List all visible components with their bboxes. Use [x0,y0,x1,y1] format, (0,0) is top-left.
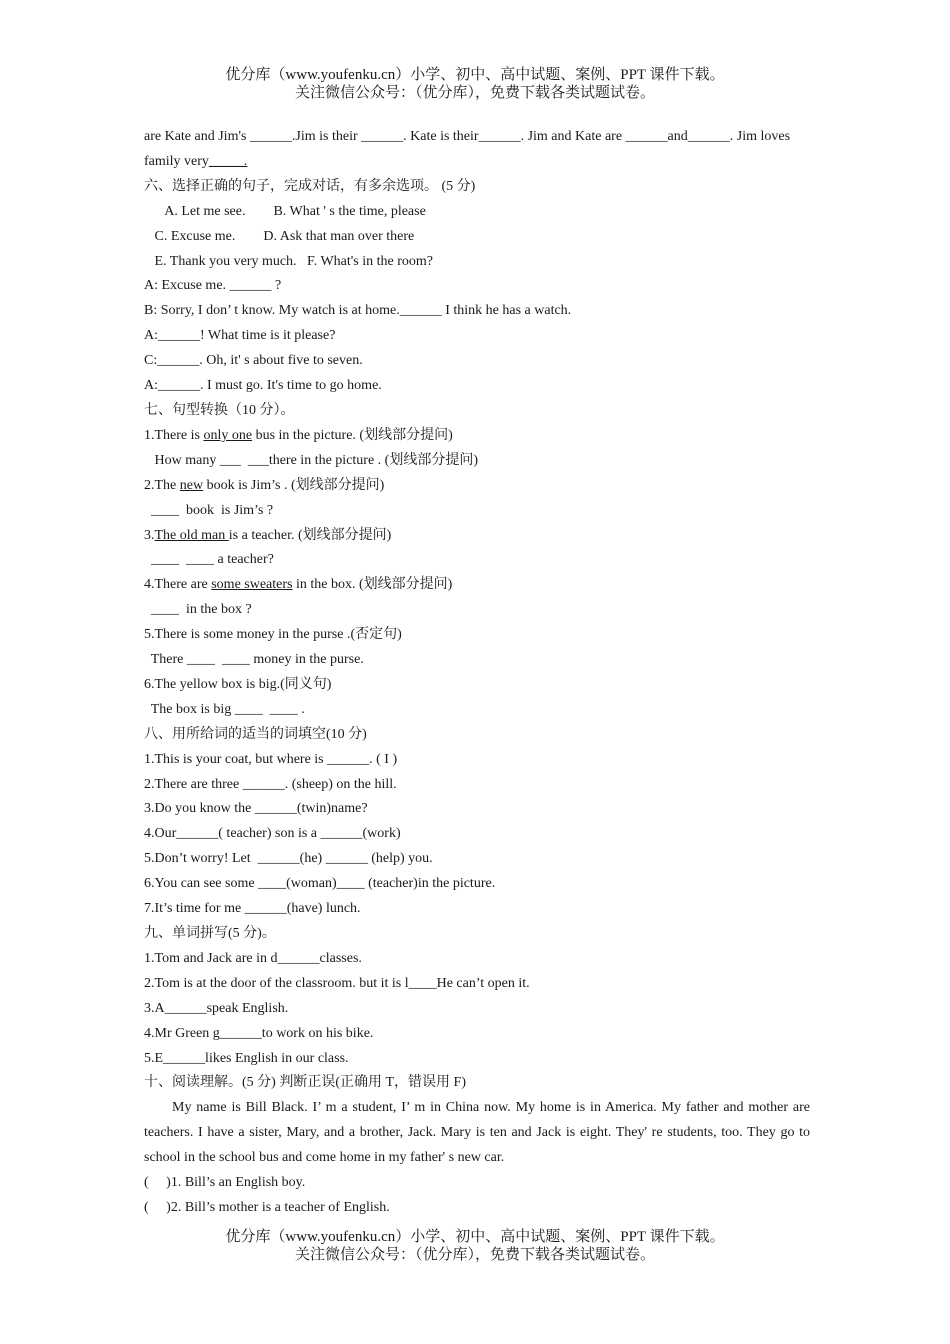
section-9-title: 九、单词拼写(5 分)。 [144,926,276,941]
dialogue-line: A:______! What time is it please? [144,328,336,344]
transform-question-1 [144,424,810,449]
fill-item: 5.Don’t worry! Let ______(he) ______ (help) you. [144,851,433,867]
fill-item: 2.There are three ______. (sheep) on the hill. [144,776,397,792]
section-10-title: 十、阅读理解。(5 分) 判断正误(正确用 T，错误用 F) [144,1075,466,1091]
spelling-item: 3.A______speak English. [144,1000,289,1016]
underlined-phrase: new [179,477,204,493]
dialogue-line: B: Sorry, I don’ t know. My watch is at home.______ I think he has a watch. [144,303,572,319]
underlined-phrase: some sweaters [211,577,293,593]
answer-line: How many ___ ___there in the picture . (划线部分提问) [144,452,478,468]
underlined-phrase: The old man [154,527,229,543]
question-text: 1.There is [144,427,204,443]
underlined-phrase: only one [203,427,253,443]
worksheet-body [144,125,810,1221]
dialogue-line: A:______. I must go. It's time to go home. [144,378,382,394]
true-false-question: ( )1. Bill’s an English boy. [144,1175,306,1191]
transform-question-5: 5.There is some money in the purse .(否定句) [144,627,402,643]
section-6-title: 六、选择正确的句子，完成对话，有多余选项。 (5 分) [144,178,476,194]
footer-line-2: 关注微信公众号：（优分库），免费下载各类试题试卷。 [294,1247,655,1263]
transform-question-4 [144,573,810,598]
spelling-item: 5.E______likes English in our class. [144,1050,349,1066]
question-text: 2.The [144,477,180,493]
question-text: in the box. (划线部分提问) [292,577,453,593]
option-line: E. Thank you very much. F. What's in the room? [144,253,434,269]
question-text: book is Jim’s . (划线部分提问) [203,477,385,493]
passage-text: My name is Bill Black. I’ m a student, I’ m in China now. My home is in America. My father and mother are teachers. I have a sister, Mary, and a brother, Jack. Mary is ten and Jack is eight. They' re students, too. They go to school in the school bus and come home in my father' s new car. [144,1100,810,1166]
page-header [0,66,950,102]
answer-line: ____ ____ a teacher? [144,552,274,568]
spelling-item: 2.Tom is at the door of the classroom. but it is l____He can’t open it. [144,975,530,991]
question-text: is a teacher. (划线部分提问) [228,527,392,543]
intro-blank: _____. [208,153,248,169]
dialogue-line: C:______. Oh, it' s about five to seven. [144,353,363,369]
footer-line-1: 优分库（www.youfenku.cn）小学、初中、高中试题、案例、PPT 课件下载。 [225,1229,725,1245]
header-line-1: 优分库（www.youfenku.cn）小学、初中、高中试题、案例、PPT 课件下载。 [225,67,725,83]
section-7-title: 七、句型转换（10 分）。 [144,402,295,418]
question-text: bus in the picture. (划线部分提问) [252,427,453,443]
fill-item: 4.Our______( teacher) son is a ______(work) [144,826,401,842]
fill-item: 6.You can see some ____(woman)____ (teacher)in the picture. [144,876,496,892]
spelling-item: 1.Tom and Jack are in d______classes. [144,950,362,966]
fill-item: 3.Do you know the ______(twin)name? [144,801,368,817]
reading-passage [144,1096,810,1171]
section-8-title: 八、用所给词的适当的词填空(10 分) [144,726,367,742]
intro-line-2 [144,150,810,175]
transform-question-6: 6.The yellow box is big.(同义句) [144,676,332,692]
answer-line: ____ in the box ? [144,602,252,618]
true-false-question: ( )2. Bill’s mother is a teacher of English. [144,1199,390,1215]
fill-item: 1.This is your coat, but where is ______. ( I ) [144,751,398,767]
intro-line-1: are Kate and Jim's ______.Jim is their ______. Kate is their______. Jim and Kate are ______and______. Jim loves [144,129,791,144]
fill-item: 7.It’s time for me ______(have) lunch. [144,901,361,917]
intro-text: family very [144,153,209,169]
answer-line: ____ book is Jim’s ? [144,502,274,518]
option-line: A. Let me see. B. What ' s the time, please [144,203,426,219]
spelling-item: 4.Mr Green g______to work on his bike. [144,1025,374,1041]
question-text: 3. [144,527,155,543]
option-line: C. Excuse me. D. Ask that man over there [144,228,415,244]
answer-line: The box is big ____ ____ . [144,701,305,717]
page-footer [0,1228,950,1264]
transform-question-2 [144,474,810,499]
transform-question-3 [144,524,810,549]
dialogue-line: A: Excuse me. ______ ? [144,278,282,294]
header-line-2: 关注微信公众号：（优分库），免费下载各类试题试卷。 [294,85,655,101]
question-text: 4.There are [144,577,212,593]
answer-line: There ____ ____ money in the purse. [144,652,364,668]
